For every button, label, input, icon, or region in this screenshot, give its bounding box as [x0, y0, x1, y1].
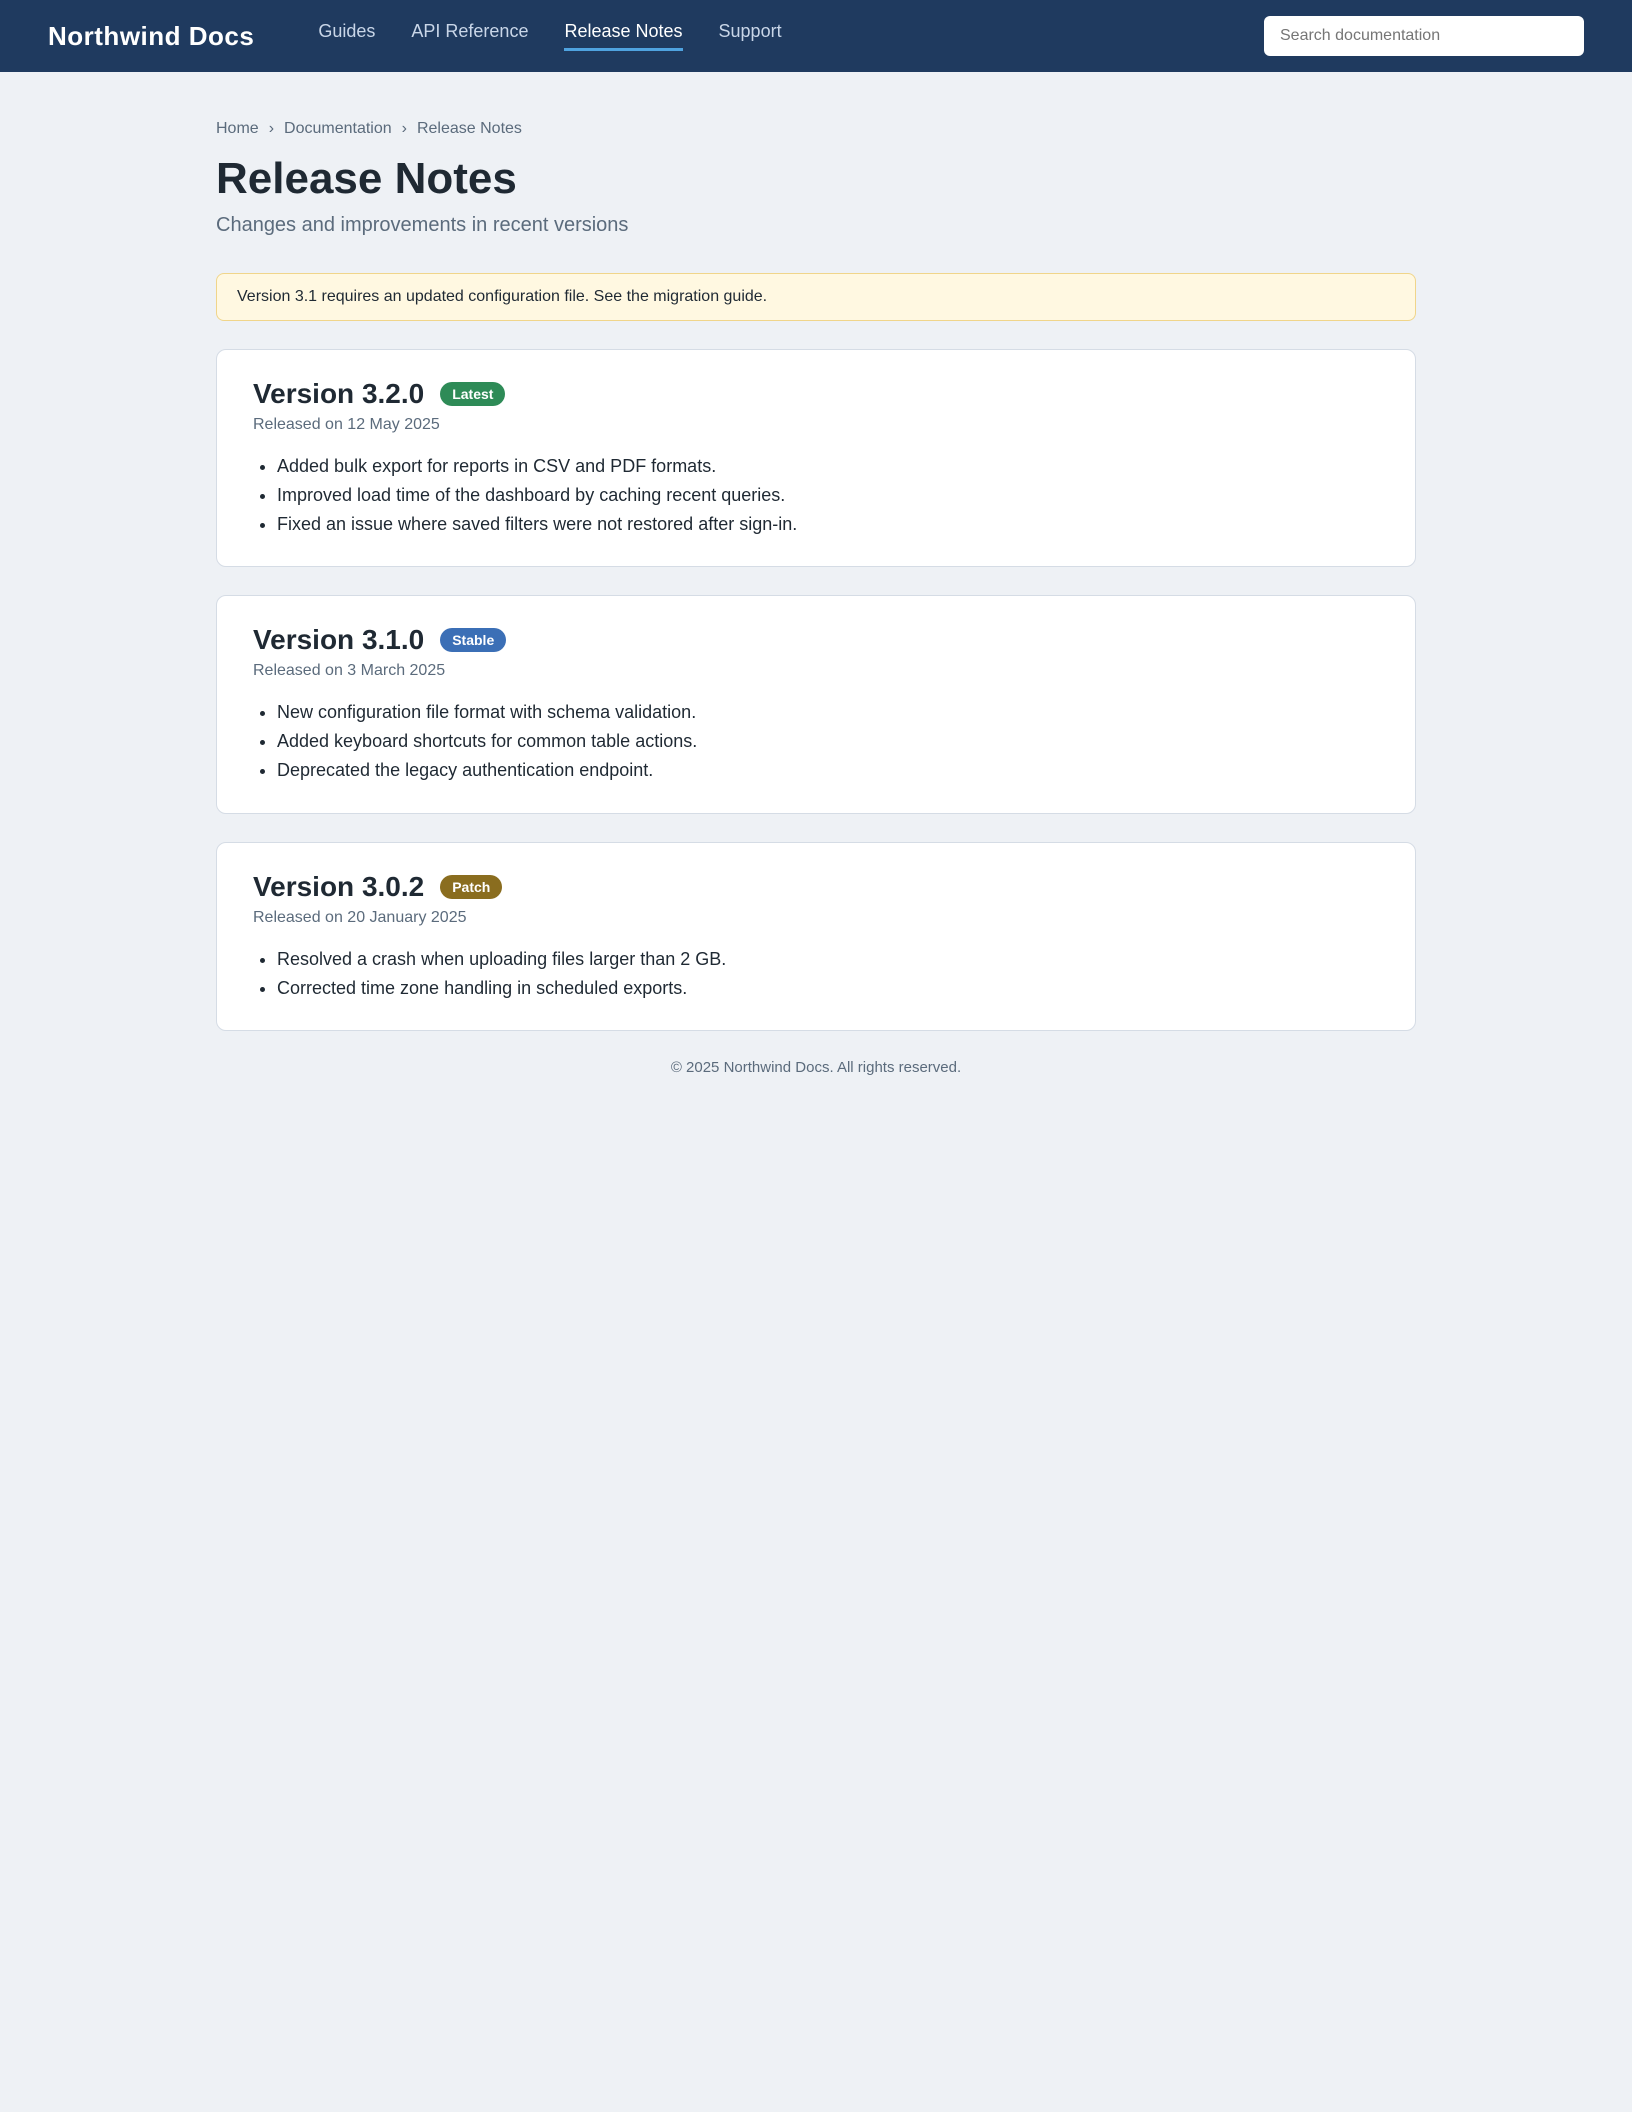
- search-input[interactable]: [1264, 16, 1584, 56]
- top-bar: [0, 0, 1632, 72]
- release-card: [216, 595, 1416, 813]
- change-item: • Deprecated the legacy authentication endpoint.: [277, 756, 1379, 785]
- breadcrumb: [216, 120, 1416, 138]
- release-card: [216, 842, 1416, 1032]
- release-list: [216, 349, 1416, 1031]
- change-item: • Corrected time zone handling in scheduled exports.: [277, 974, 1379, 1003]
- page-title: Release Notes: [216, 154, 517, 203]
- release-header: [253, 624, 1379, 656]
- release-card: [216, 349, 1416, 567]
- release-date: Released on 20 January 2025: [253, 908, 467, 926]
- breadcrumb-item[interactable]: Documentation: [284, 120, 392, 137]
- brand-name[interactable]: Northwind Docs: [48, 20, 255, 51]
- change-item: • Improved load time of the dashboard by caching recent queries.: [277, 481, 1379, 510]
- change-list: [253, 698, 1379, 784]
- nav-link[interactable]: Support: [718, 21, 782, 41]
- change-item: • Added keyboard shortcuts for common table actions.: [277, 727, 1379, 756]
- nav-link[interactable]: Release Notes: [564, 21, 682, 51]
- release-version: Version 3.1.0: [253, 624, 425, 656]
- breadcrumb-separator-icon: ›: [268, 120, 275, 137]
- nav-link[interactable]: API Reference: [411, 21, 529, 41]
- page-subtitle: Changes and improvements in recent versions: [216, 214, 629, 236]
- change-item: • New configuration file format with schema validation.: [277, 698, 1379, 727]
- nav-link[interactable]: Guides: [318, 21, 376, 41]
- main-nav: [318, 21, 781, 51]
- release-header: [253, 871, 1379, 903]
- change-item: • Fixed an issue where saved filters were not restored after sign-in.: [277, 510, 1379, 539]
- change-item: • Added bulk export for reports in CSV and PDF formats.: [277, 452, 1379, 481]
- release-date: Released on 12 May 2025: [253, 416, 440, 433]
- release-badge: Latest: [440, 382, 505, 406]
- release-version: Version 3.0.2: [253, 870, 425, 902]
- release-version: Version 3.2.0: [253, 378, 425, 409]
- release-badge: Stable: [440, 628, 506, 652]
- breadcrumb-item[interactable]: Home: [216, 120, 259, 137]
- release-date: Released on 3 March 2025: [253, 662, 446, 680]
- migration-notice: Version 3.1 requires an updated configuration file. See the migration guide.: [216, 273, 1416, 321]
- release-badge: Patch: [440, 875, 502, 899]
- breadcrumb-separator-icon: ›: [401, 120, 407, 137]
- breadcrumb-item: Release Notes: [416, 120, 522, 137]
- change-list: [253, 452, 1379, 538]
- page-footer: © 2025 Northwind Docs. All rights reserved.: [670, 1059, 962, 1077]
- page-content: [216, 120, 1416, 1076]
- release-header: [253, 378, 1379, 410]
- change-item: • Resolved a crash when uploading files larger than 2 GB.: [277, 945, 1379, 974]
- change-list: [253, 945, 1379, 1003]
